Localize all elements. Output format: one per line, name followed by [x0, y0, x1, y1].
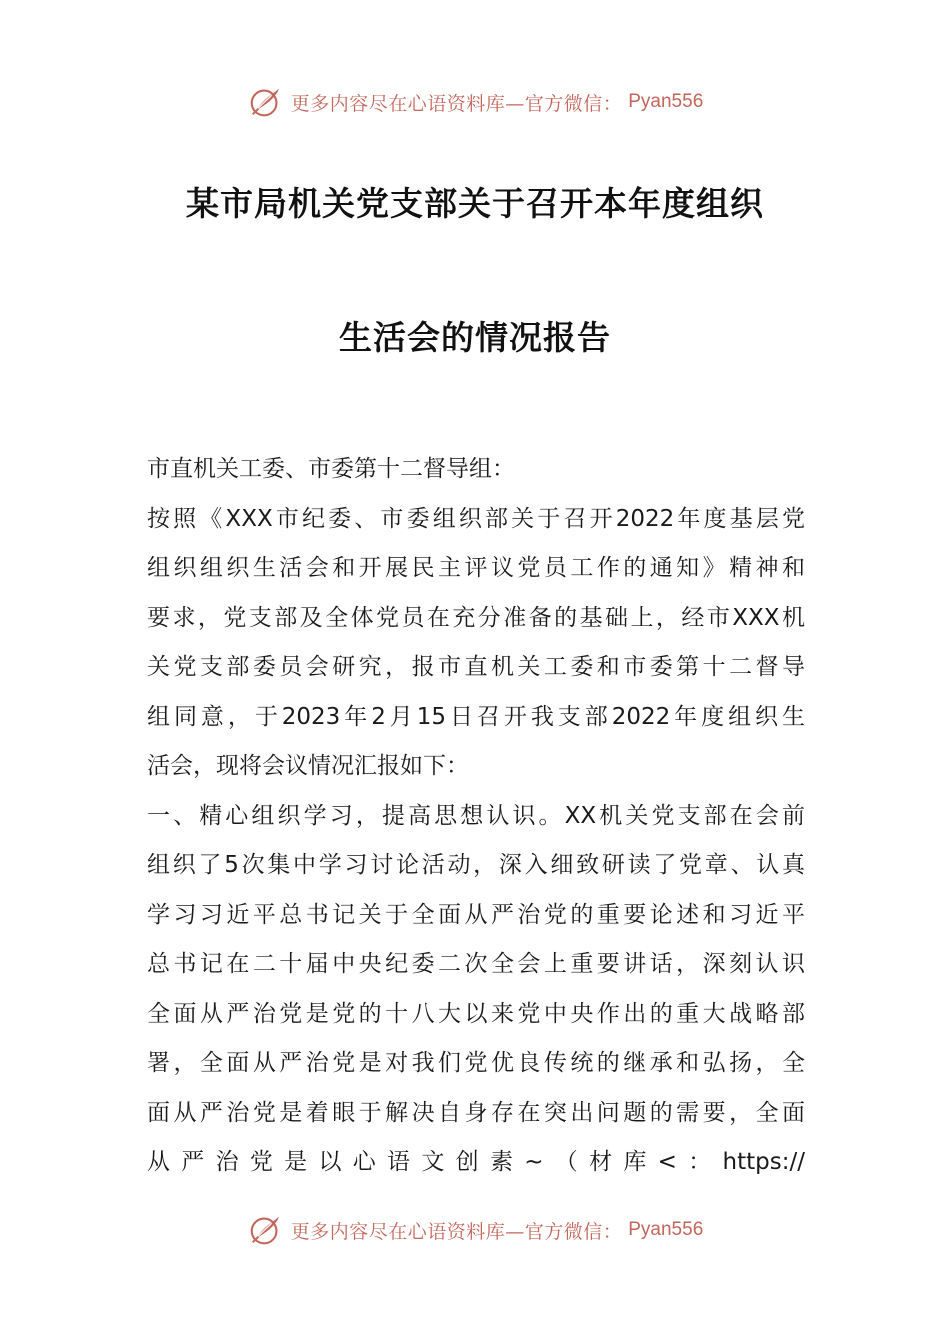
banner-text: 更多内容尽在心语资料库—官方微信：	[290, 1220, 623, 1243]
body-line: 全面从严治党是党的十八大以来党中央作出的重大战略部	[147, 1000, 805, 1027]
body-line: 要求，党支部及全体党员在充分准备的基础上，经市XXX机	[147, 604, 805, 631]
body-line: 组织了5次集中学习讨论活动，深入细致研读了党章、认真	[147, 852, 805, 878]
footer-watermark-banner	[0, 1210, 950, 1250]
document-body	[147, 445, 805, 1188]
body-line: 按照《XXX市纪委、市委组织部关于召开2022年度基层党	[147, 505, 805, 532]
quill-logo-icon	[247, 83, 285, 121]
document-title-line-1: 某市局机关党支部关于召开本年度组织	[186, 184, 764, 223]
body-line: 市直机关工委、市委第十二督导组：	[147, 456, 515, 482]
body-line: 面从严治党是着眼于解决自身存在突出问题的需要，全面	[147, 1099, 805, 1126]
body-line: 署，全面从严治党是对我们党优良传统的继承和弘扬，全	[147, 1050, 805, 1076]
header-watermark-banner	[0, 82, 950, 122]
banner-wechat-id: Pyan556	[628, 91, 704, 112]
document-title-line-2: 生活会的情况报告	[339, 318, 611, 357]
body-line: 一、精心组织学习，提高思想认识。XX机关党支部在会前	[147, 802, 805, 829]
body-line: 学习习近平总书记关于全面从严治党的重要论述和习近平	[147, 901, 805, 928]
banner-text: 更多内容尽在心语资料库—官方微信：	[290, 92, 623, 115]
body-line: 组织组织生活会和开展民主评议党员工作的通知》精神和	[147, 555, 805, 581]
body-line: 活会，现将会议情况汇报如下：	[147, 753, 469, 779]
body-line: 从严治党是以心语文创素~（材库<：https://	[147, 1149, 805, 1175]
body-line: 组同意，于2023年2月15日召开我支部2022年度组织生	[147, 703, 805, 730]
body-line: 关党支部委员会研究，报市直机关工委和市委第十二督导	[147, 654, 805, 680]
body-line: 总书记在二十届中央纪委二次全会上重要讲话，深刻认识	[147, 951, 805, 977]
quill-logo-icon	[247, 1211, 285, 1249]
banner-wechat-id: Pyan556	[628, 1219, 704, 1240]
